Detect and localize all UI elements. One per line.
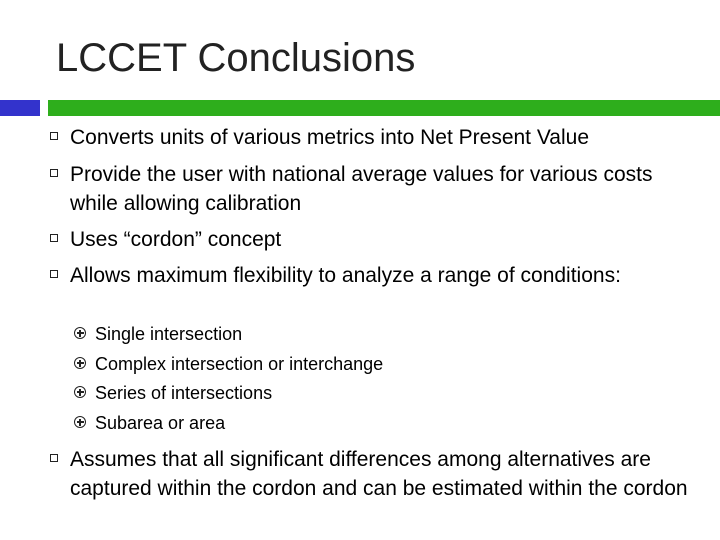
bullet-text: Provide the user with national average values for various costs while allowing calibration	[70, 163, 653, 215]
sub-bullet-item	[95, 352, 655, 376]
circle-cross-bullet-icon	[74, 357, 86, 369]
sub-bullet-item	[95, 381, 655, 405]
sub-bullet-item	[95, 322, 655, 346]
circle-cross-bullet-icon	[74, 386, 86, 398]
bullet-item	[70, 160, 690, 218]
bullet-text: Allows maximum flexibility to analyze a range of conditions:	[70, 264, 621, 287]
sub-bullet-text: Single intersection	[95, 324, 243, 344]
bullet-text: Converts units of various metrics into Net Present Value	[70, 126, 590, 149]
square-bullet-icon	[50, 132, 58, 140]
title-underline-right-bar	[48, 100, 720, 116]
bullet-item	[70, 123, 690, 152]
bullet-item	[70, 445, 690, 503]
sub-bullet-text: Series of intersections	[95, 383, 273, 403]
square-bullet-icon	[50, 454, 58, 462]
square-bullet-icon	[50, 169, 58, 177]
square-bullet-icon	[50, 234, 58, 242]
sub-bullet-item	[95, 411, 655, 435]
sub-bullet-text: Subarea or area	[95, 413, 226, 433]
bullet-text: Assumes that all significant differences among alternatives are captured within the cordon and can be estimated within the cordon	[70, 448, 688, 500]
square-bullet-icon	[50, 270, 58, 278]
sub-bullet-text: Complex intersection or interchange	[95, 354, 384, 374]
circle-cross-bullet-icon	[74, 327, 86, 339]
circle-cross-bullet-icon	[74, 416, 86, 428]
title-underline-left-bar	[0, 100, 40, 116]
slide-title: LCCET Conclusions	[56, 36, 416, 80]
bullet-item	[70, 261, 690, 290]
bullet-text: Uses “cordon” concept	[70, 228, 282, 251]
bullet-item	[70, 225, 690, 254]
